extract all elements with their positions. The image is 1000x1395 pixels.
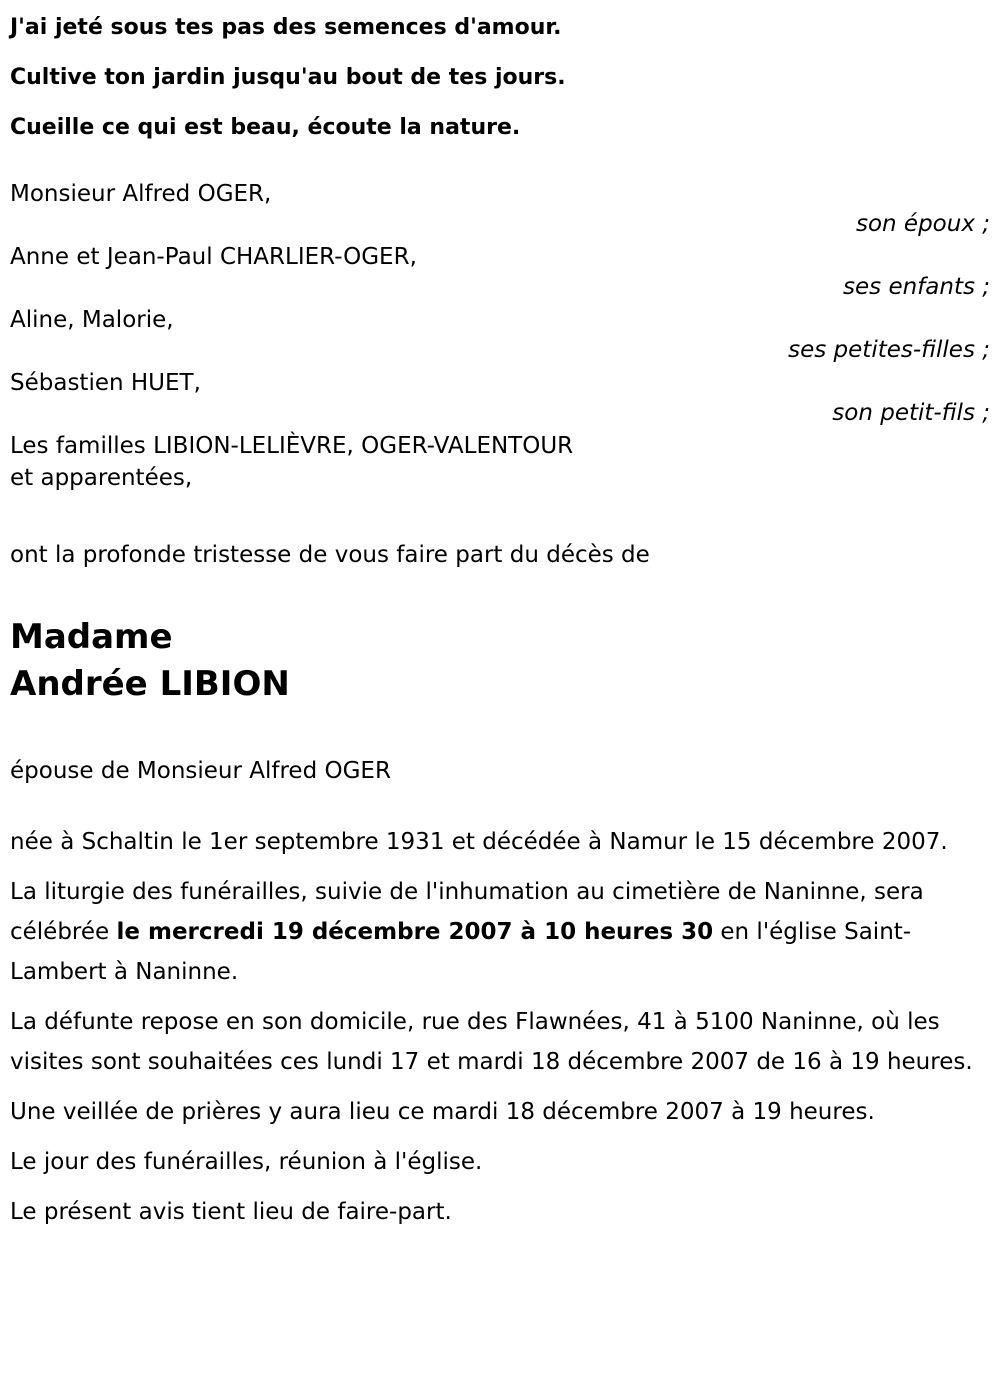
visitation-paragraph: La défunte repose en son domicile, rue des Flawnées, 41 à 5100 Naninne, où les visites sont souhaitées ces lundi 17 et mardi 18 décembre 2007 de 16 à 19 heures.: [10, 1009, 973, 1075]
spouse-line: épouse de Monsieur Alfred OGER: [10, 758, 391, 784]
birth-death-paragraph: née à Schaltin le 1er septembre 1931 et décédée à Namur le 15 décembre 2007.: [10, 829, 948, 855]
families-line: Les familles LIBION-LELIÈVRE, OGER-VALENTOUR: [10, 433, 574, 459]
meeting-paragraph: Le jour des funérailles, réunion à l'église.: [10, 1149, 483, 1175]
funeral-text: La liturgie des funérailles, suivie de l'inhumation au cimetière de Naninne, sera célébrée: [10, 879, 924, 945]
family-list: [10, 179, 990, 493]
verse: [10, 0, 990, 153]
family-member-name: Aline, Malorie,: [10, 307, 174, 333]
funeral-paragraph: [10, 872, 990, 992]
funeral-text: en l'église Saint-Lambert à Naninne.: [10, 919, 912, 985]
deceased-fullname: Andrée LIBION: [10, 664, 290, 704]
families-line: et apparentées,: [10, 465, 193, 491]
verse-line: Cueille ce qui est beau, écoute la nature.: [10, 115, 521, 140]
family-member-relation: ses petites-filles ;: [788, 337, 990, 363]
funeral-date: le mercredi 19 décembre 2007 à 10 heures 30: [116, 919, 714, 945]
family-member-name: Monsieur Alfred OGER,: [10, 181, 272, 207]
announcement-intro: ont la profonde tristesse de vous faire part du décès de: [10, 542, 650, 568]
deceased-name: [10, 614, 990, 708]
family-member-name: Anne et Jean-Paul CHARLIER-OGER,: [10, 244, 417, 270]
verse-line: J'ai jeté sous tes pas des semences d'amour.: [10, 15, 562, 40]
family-member-relation: son petit-fils ;: [832, 400, 990, 426]
notice-paragraph: Le présent avis tient lieu de faire-part.: [10, 1199, 452, 1225]
family-member-name: Sébastien HUET,: [10, 370, 201, 396]
vigil-paragraph: Une veillée de prières y aura lieu ce mardi 18 décembre 2007 à 19 heures.: [10, 1099, 875, 1125]
deceased-title: Madame: [10, 617, 173, 657]
verse-line: Cultive ton jardin jusqu'au bout de tes jours.: [10, 65, 566, 90]
family-member-relation: son époux ;: [855, 211, 990, 237]
family-member-relation: ses enfants ;: [843, 274, 990, 300]
